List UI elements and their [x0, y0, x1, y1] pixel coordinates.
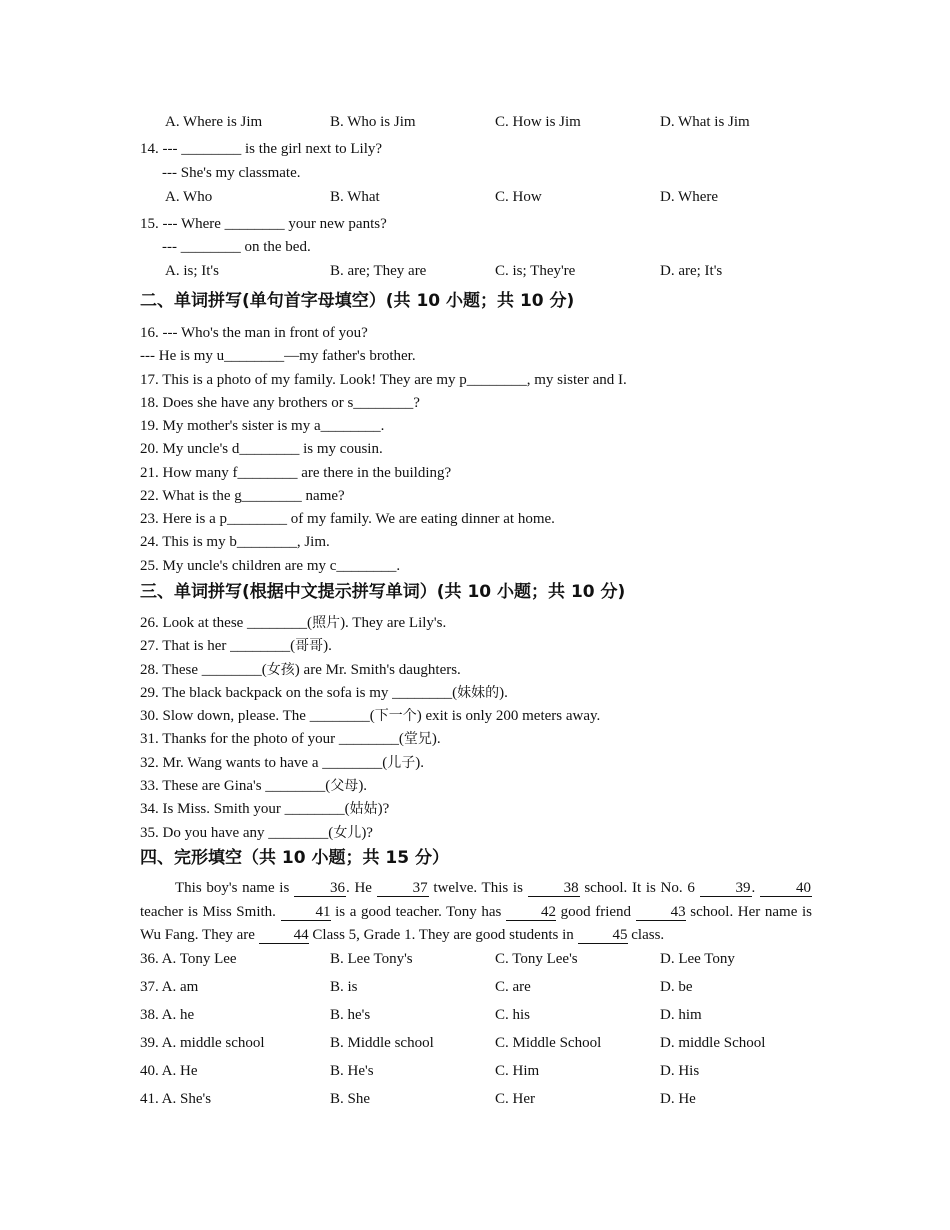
question-40-option-a: 40. A. He [140, 1063, 198, 1079]
blank-37: 37 [377, 881, 429, 897]
option-a: A. Where is Jim [165, 114, 263, 130]
option-b: B. Lee Tony's [330, 951, 413, 967]
chinese-hint: 父母 [330, 778, 359, 794]
option-d: D. middle School [660, 1035, 766, 1051]
option-d: D. be [660, 979, 693, 995]
question-text: 22. What is the g________ name? [140, 488, 345, 504]
chinese-hint: 照片 [312, 615, 341, 631]
question-text: 28. These ________(女孩) are Mr. Smith's daughters. [140, 662, 461, 678]
option-a: A. is; It's [165, 263, 219, 279]
blank-44: 44 [259, 928, 309, 944]
question-text: --- He is my u________—my father's brother. [140, 348, 416, 364]
option-c: C. How is Jim [495, 114, 581, 130]
option-c: C. Her [495, 1091, 535, 1107]
question-39-option-a: 39. A. middle school [140, 1035, 265, 1051]
chinese-hint: 堂兄 [403, 731, 432, 747]
chinese-hint: 姑姑 [349, 801, 378, 817]
cloze-passage: This boy's name is 36. He 37 twelve. This is 38 school. It is No. 6 39. 40 teacher is Miss Smith. 41 is a good teacher. Tony has 42 good friend 43 school. Her name is Wu Fang. They are 44 Class 5, Grade 1. They are good students in 45 class. [140, 880, 812, 943]
blank-40: 40 [760, 881, 812, 897]
question-41-option-a: 41. A. She's [140, 1091, 212, 1107]
chinese-hint: 女儿 [333, 825, 362, 841]
question-text: --- ________ on the bed. [162, 239, 311, 255]
question-text: 19. My mother's sister is my a________. [140, 418, 385, 434]
option-b: B. What [330, 189, 380, 205]
question-text: 20. My uncle's d________ is my cousin. [140, 441, 383, 457]
blank-45: 45 [578, 928, 628, 944]
option-c: C. Tony Lee's [495, 951, 578, 967]
chinese-hint: 下一个 [374, 708, 417, 724]
option-a: A. Who [165, 189, 213, 205]
blank-36: 36 [294, 881, 346, 897]
blank-39: 39 [700, 881, 752, 897]
option-c: C. Him [495, 1063, 540, 1079]
question-text: 18. Does she have any brothers or s________? [140, 395, 420, 411]
option-d: D. him [660, 1007, 702, 1023]
option-d: D. His [660, 1063, 700, 1079]
chinese-hint: 妹妹的 [457, 685, 500, 701]
blank-38: 38 [528, 881, 580, 897]
section-heading: 四、完形填空（共 10 小题；共 15 分） [140, 848, 449, 868]
question-text: 27. That is her ________(哥哥). [140, 638, 332, 654]
question-text: 35. Do you have any ________(女儿)? [140, 825, 373, 841]
question-text: 33. These are Gina's ________(父母). [140, 778, 368, 794]
option-d: D. Lee Tony [660, 951, 735, 967]
option-c: C. his [495, 1007, 531, 1023]
option-d: D. He [660, 1091, 696, 1107]
option-b: B. Middle school [330, 1035, 434, 1051]
question-text: 31. Thanks for the photo of your ________(堂兄). [140, 731, 441, 747]
option-d: D. Where [660, 189, 719, 205]
option-d: D. are; It's [660, 263, 723, 279]
question-text: 17. This is a photo of my family. Look! They are my p________, my sister and I. [140, 372, 627, 388]
chinese-hint: 儿子 [387, 755, 416, 771]
option-b: B. He's [330, 1063, 374, 1079]
option-c: C. is; They're [495, 263, 576, 279]
section-heading: 三、单词拼写(根据中文提示拼写单词）(共 10 小题；共 10 分) [140, 582, 626, 602]
option-b: B. She [330, 1091, 371, 1107]
option-b: B. Who is Jim [330, 114, 416, 130]
question-text: 25. My uncle's children are my c________. [140, 558, 401, 574]
option-b: B. is [330, 979, 358, 995]
question-text: 24. This is my b________, Jim. [140, 534, 330, 550]
question-text: 29. The black backpack on the sofa is my ________(妹妹的). [140, 685, 508, 701]
option-b: B. are; They are [330, 263, 427, 279]
chinese-hint: 哥哥 [295, 638, 324, 654]
question-text: 14. --- ________ is the girl next to Lily? [140, 141, 383, 157]
blank-42: 42 [506, 905, 556, 921]
option-d: D. What is Jim [660, 114, 750, 130]
option-c: C. are [495, 979, 531, 995]
question-text: 15. --- Where ________ your new pants? [140, 216, 387, 232]
question-text: 21. How many f________ are there in the building? [140, 465, 452, 481]
section-heading: 二、单词拼写(单句首字母填空）(共 10 小题；共 10 分) [140, 291, 575, 311]
question-text: 32. Mr. Wang wants to have a ________(儿子). [140, 755, 424, 771]
question-text: --- She's my classmate. [162, 165, 301, 181]
question-text: 16. --- Who's the man in front of you? [140, 325, 368, 341]
question-text: 34. Is Miss. Smith your ________(姑姑)? [140, 801, 390, 817]
question-text: 23. Here is a p________ of my family. We are eating dinner at home. [140, 511, 555, 527]
question-37-option-a: 37. A. am [140, 979, 199, 995]
blank-43: 43 [636, 905, 686, 921]
option-b: B. he's [330, 1007, 371, 1023]
question-38-option-a: 38. A. he [140, 1007, 195, 1023]
option-c: C. How [495, 189, 542, 205]
question-text: 26. Look at these ________(照片). They are Lily's. [140, 615, 447, 631]
option-c: C. Middle School [495, 1035, 602, 1051]
question-text: 30. Slow down, please. The ________(下一个) exit is only 200 meters away. [140, 708, 601, 724]
chinese-hint: 女孩 [266, 662, 295, 678]
question-36-option-a: 36. A. Tony Lee [140, 951, 237, 967]
blank-41: 41 [281, 905, 331, 921]
